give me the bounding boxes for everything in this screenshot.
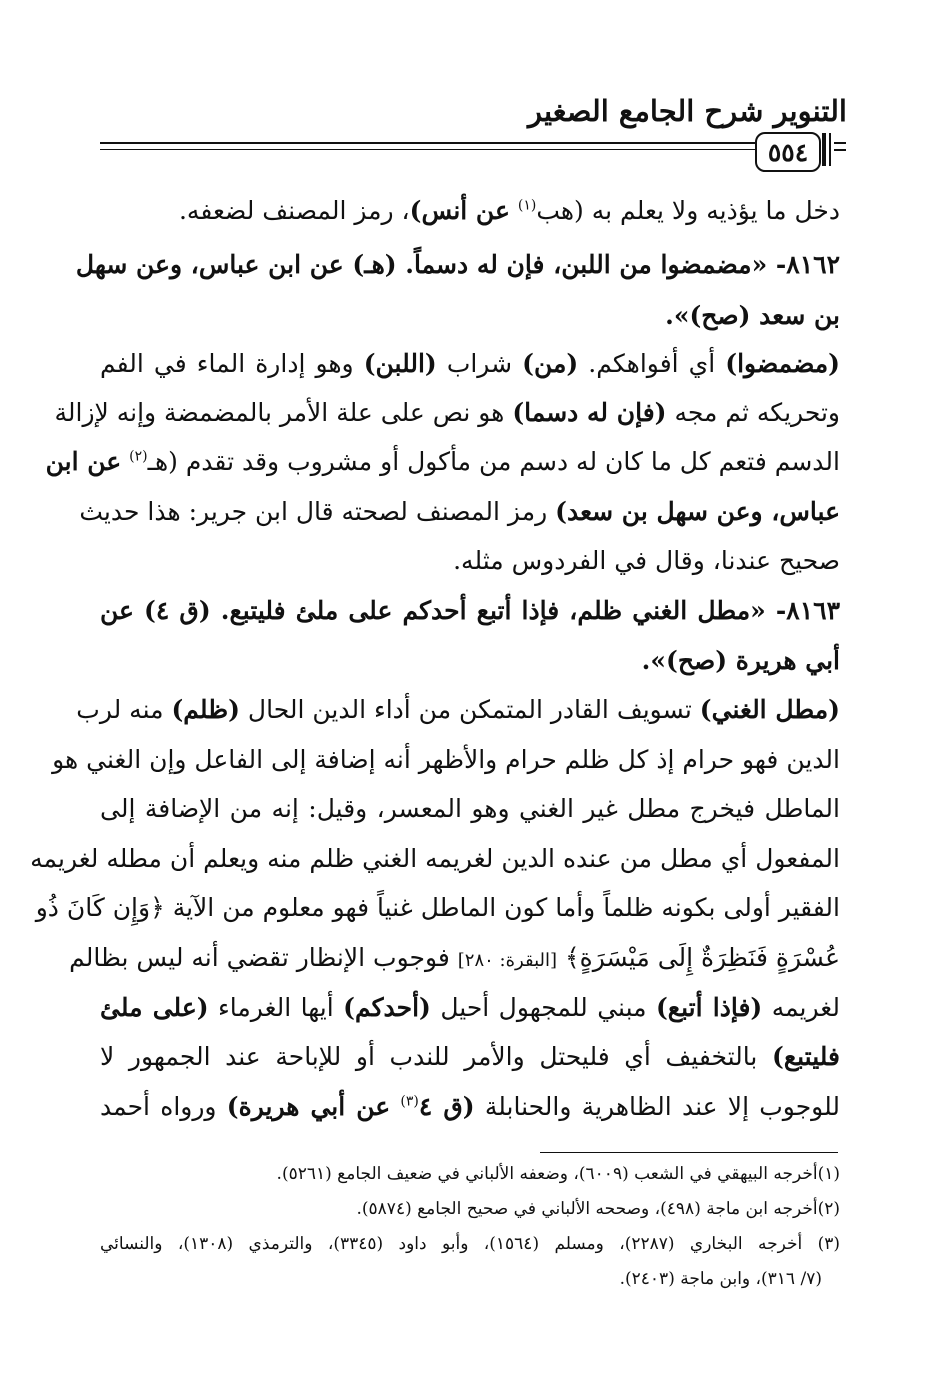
header-rule-bottom	[100, 149, 755, 150]
text-line: دخل ما يؤذيه ولا يعلم به (هب$^{(١)}$ عن أنس)، رمز المصنف لضعفه.	[178, 196, 840, 225]
hadith-heading: أبي هريرة (صح)».	[641, 646, 840, 675]
text-line: الدين فهو حرام إذ كل ظلم حرام والأظهر أنه إضافة إلى الفاعل وإن الغني هو	[52, 745, 840, 774]
hadith-heading: بن سعد (صح)».	[665, 301, 840, 330]
footnote-separator	[540, 1152, 838, 1153]
text-line: لغريمه (فإذا أتبع) مبني للمجهول أحيل (أحدكم) أيها الغرماء (على ملئ	[100, 993, 840, 1022]
text-line: الماطل فيخرج مطل غير الغني وهو المعسر، وقيل: إنه من الإضافة إلى	[100, 794, 840, 823]
text-line: (مطل الغني) تسويف القادر المتمكن من أداء الدين الحال (ظلم) منه لرب	[76, 695, 840, 724]
text-line: الدسم فتعم كل ما كان له دسم من مأكول أو مشروب وقد تقدم (هـ$^{(٢)}$ عن ابن	[45, 447, 840, 476]
text-line: المفعول أي مطل من عنده الدين لغريمه الغني ظلم منه ويعلم أن مطله لغريمه	[30, 844, 840, 873]
page-number: ٥٥٤	[755, 132, 821, 172]
hadith-heading: ٨١٦٢- «مضمضوا من اللبن، فإن له دسماً. (هـ) عن ابن عباس، وعن سهل	[75, 250, 840, 279]
text-line: وتحريكه ثم مجه (فإن له دسما) هو نص على علة الأمر بالمضمضة وإنه لإزالة	[54, 398, 840, 427]
footnote: (٣) أخرجه البخاري (٢٢٨٧)، ومسلم (١٥٦٤)، وأبو داود (٣٣٤٥)، والترمذي (١٣٠٨)، والنسائي	[100, 1234, 840, 1254]
footnote: (٧/ ٣١٦)، وابن ماجة (٢٤٠٣).	[619, 1269, 822, 1289]
page-number-ornament	[829, 133, 831, 166]
text-line: الفقير أولى بكونه ظلماً وأما كون الماطل غنياً فهو معلوم من الآية ﴿وَإِن كَانَ ذُو	[35, 893, 840, 922]
footnote: (١)أخرجه البيهقي في الشعب (٦٠٠٩)، وضعفه الألباني في ضعيف الجامع (٥٢٦١).	[276, 1164, 840, 1184]
footnote: (٢)أخرجه ابن ماجة (٤٩٨)، وصححه الألباني في صحيح الجامع (٥٨٧٤).	[356, 1199, 840, 1219]
text-line: عُسْرَةٍ فَنَظِرَةٌ إِلَى مَيْسَرَةٍ﴾ [البقرة: ٢٨٠] فوجوب الإنظار تقضي أنه ليس بظالم	[69, 943, 840, 972]
header-rule-top	[100, 142, 755, 144]
page-number-ornament	[834, 140, 846, 154]
text-line: فليتبع) بالتخفيف أي فليحتل والأمر للندب أو للإباحة عند الجمهور لا	[100, 1042, 840, 1071]
running-head-title: التنوير شرح الجامع الصغير	[528, 94, 847, 128]
text-line: صحيح عندنا، وقال في الفردوس مثله.	[453, 546, 840, 575]
text-line: عباس، وعن سهل بن سعد) رمز المصنف لصحته قال ابن جرير: هذا حديث	[79, 497, 840, 526]
page-number-ornament	[822, 133, 826, 166]
hadith-heading: ٨١٦٣- «مطل الغني ظلم، فإذا أتبع أحدكم على ملئ فليتبع. (ق ٤) عن	[100, 596, 840, 625]
text-line: (مضمضوا) أي أفواهكم. (من) شراب (اللبن) وهو إدارة الماء في الفم	[100, 349, 840, 378]
text-line: للوجوب إلا عند الظاهرية والحنابلة (ق ٤$^{(٣)}$ عن أبي هريرة) ورواه أحمد	[100, 1092, 840, 1121]
